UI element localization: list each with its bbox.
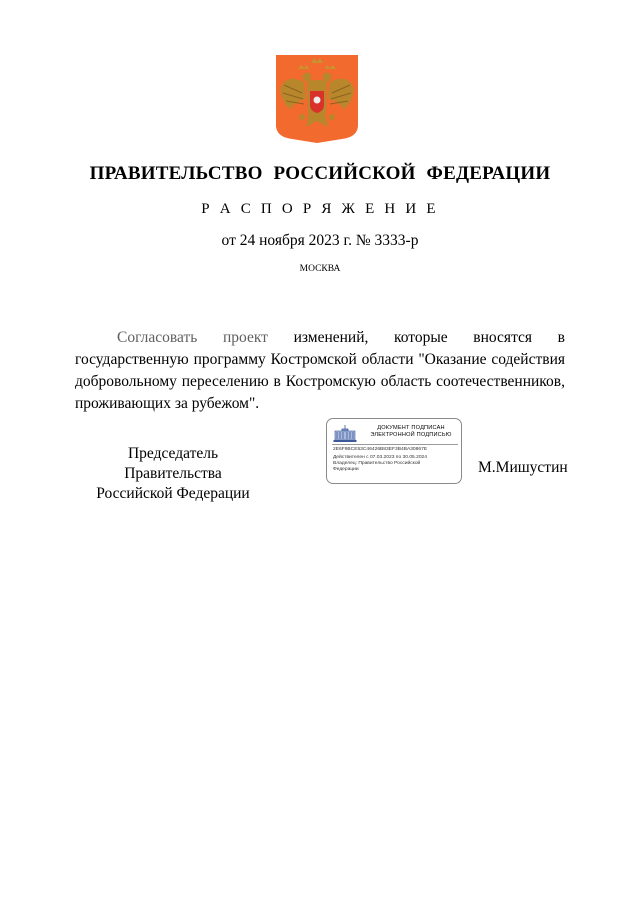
stamp-validity: Действителен с 07.03.2023 по 30.05.2024 (333, 455, 427, 460)
issue-city: МОСКВА (299, 264, 341, 274)
stamp-owner-line2: Федерации (333, 467, 359, 472)
document-type: Р А С П О Р Я Ж Е Н И Е (201, 201, 439, 217)
order-text-lead: Согласовать проект (117, 329, 268, 346)
signer-position (78, 444, 268, 504)
stamp-divider (332, 444, 458, 445)
stamp-heading (363, 425, 459, 439)
document-date-number: от 24 ноября 2023 г. № 3333-р (221, 232, 419, 249)
coat-of-arms-icon (276, 55, 358, 143)
signer-name: М.Мишустин (478, 459, 568, 476)
stamp-certificate: 2E6F9BCE53C46426B83EF3B4BA30867E (333, 447, 428, 452)
electronic-signature-stamp (326, 418, 462, 484)
stamp-heading-line1: ДОКУМЕНТ ПОДПИСАН (377, 425, 445, 431)
signer-position-line2: Российской Федерации (96, 485, 250, 502)
signer-position-line1: Председатель Правительства (124, 445, 222, 482)
order-text-main: изменений, которые вносятся в государственную программу Костромской области "Оказание содействия добровольному переселению в Костромскую область соотечественников, проживающих за рубежом". (75, 329, 565, 412)
stamp-owner-line1: Владелец: Правительство Российской (333, 461, 421, 466)
order-text (75, 327, 565, 415)
government-building-icon (333, 424, 357, 443)
government-title: ПРАВИТЕЛЬСТВО РОССИЙСКОЙ ФЕДЕРАЦИИ (89, 163, 551, 184)
stamp-heading-line2: ЭЛЕКТРОННОЙ ПОДПИСЬЮ (370, 432, 452, 438)
